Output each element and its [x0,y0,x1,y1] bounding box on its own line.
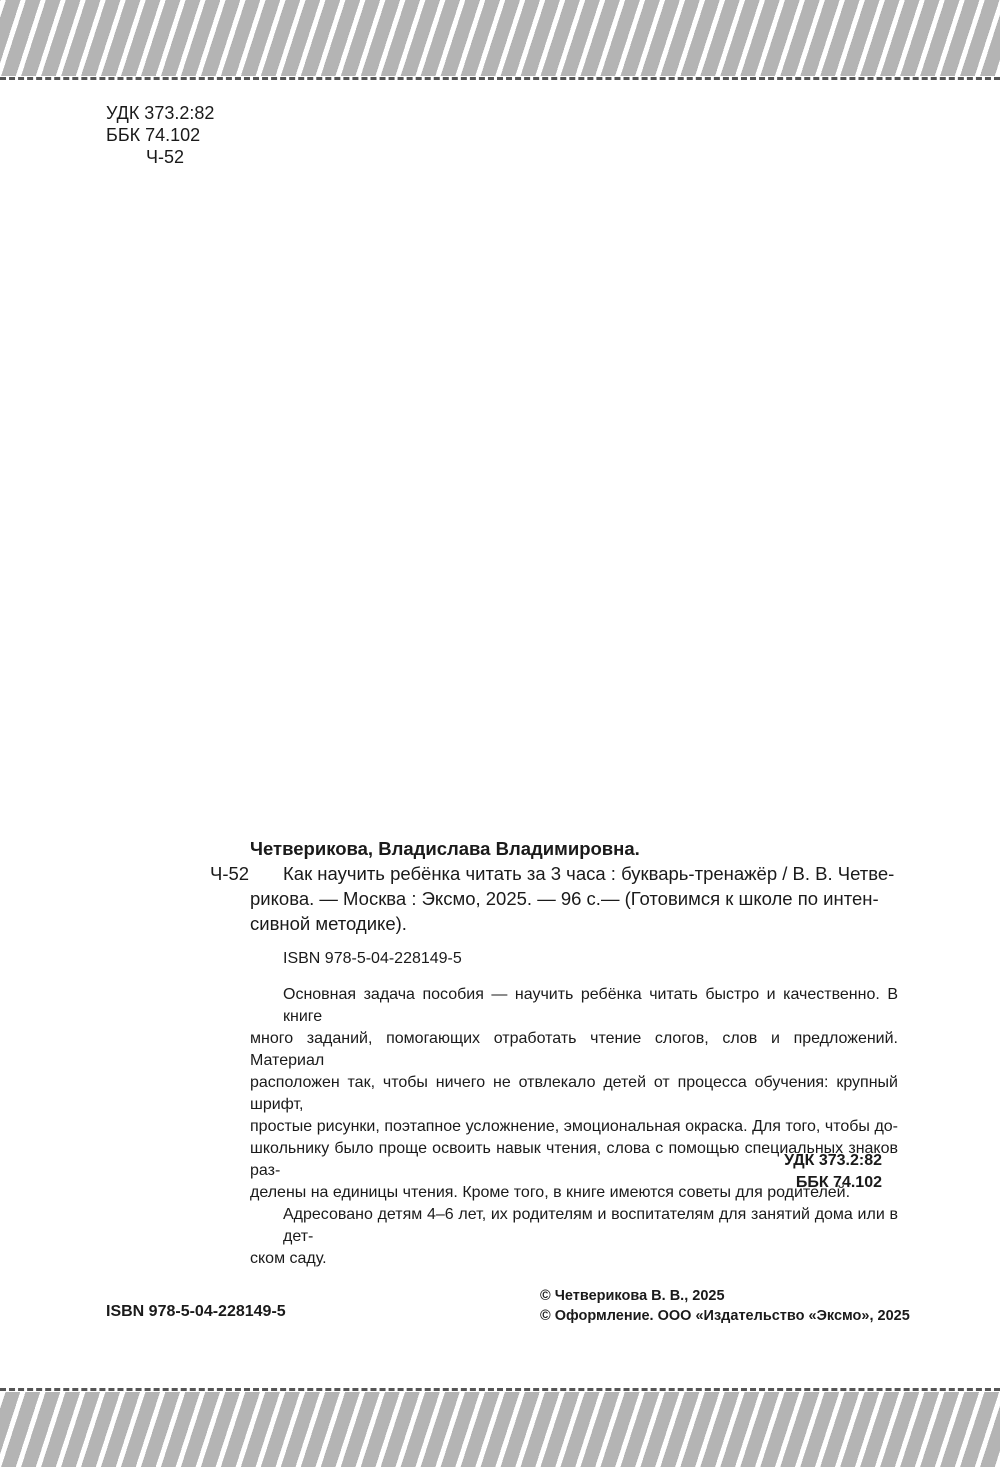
annotation-line: простые рисунки, поэтапное усложнение, эмоциональная окраска. Для того, чтобы до- [250,1118,898,1135]
biblio-line: сивной методике). [250,913,407,934]
udc-classification-bottom [700,1150,882,1194]
biblio-line: Как научить ребёнка читать за 3 часа : букварь-тренажёр / В. В. Четве- [283,863,895,884]
udk-code: УДК 373.2:82 [106,103,215,123]
biblio-line: рикова. — Москва : Эксмо, 2025. — 96 с.— (Готовимся к школе по интен- [250,888,879,909]
top-stripe-band [0,0,1000,76]
bbk-code: ББК 74.102 [106,125,201,145]
annotation-line: делены на единицы чтения. Кроме того, в книге имеются советы для родителей. [250,1184,851,1201]
copyright-author: © Четверикова В. В., 2025 [540,1288,725,1304]
bottom-stripe-band [0,1392,1000,1467]
author-name: Четверикова, Владислава Владимировна. [250,838,640,859]
author-mark-left: Ч-52 [210,863,250,884]
isbn-record: ISBN 978-5-04-228149-5 [283,950,462,967]
bbk-code: ББК 74.102 [795,1174,882,1191]
isbn-footer: ISBN 978-5-04-228149-5 [106,1303,286,1320]
bibliographic-record [250,836,900,936]
top-dashed-divider [0,77,1000,80]
udk-code: УДК 373.2:82 [784,1152,882,1169]
annotation-line: Основная задача пособия — научить ребёнка читать быстро и качественно. В книге [283,986,898,1025]
annotation-line: ском саду. [250,1250,327,1267]
author-mark: Ч-52 [146,147,185,167]
udc-classification-top [106,102,214,168]
annotation-line: расположен так, чтобы ничего не отвлекало детей от процесса обучения: крупный шрифт, [250,1074,898,1113]
annotation-line: много заданий, помогающих отработать чтение слогов, слов и предложений. Материал [250,1030,898,1069]
annotation-line: школьнику было проще освоить навык чтения, слова с помощью специальных знаков раз- [250,1140,898,1179]
copyright-block [540,1286,910,1326]
annotation-line: Адресовано детям 4–6 лет, их родителям и воспитателям для занятий дома или в дет- [283,1206,898,1245]
copyright-design: © Оформление. ООО «Издательство «Эксмо», 2025 [540,1308,910,1324]
annotation [250,984,898,1270]
bottom-dashed-divider [0,1388,1000,1391]
